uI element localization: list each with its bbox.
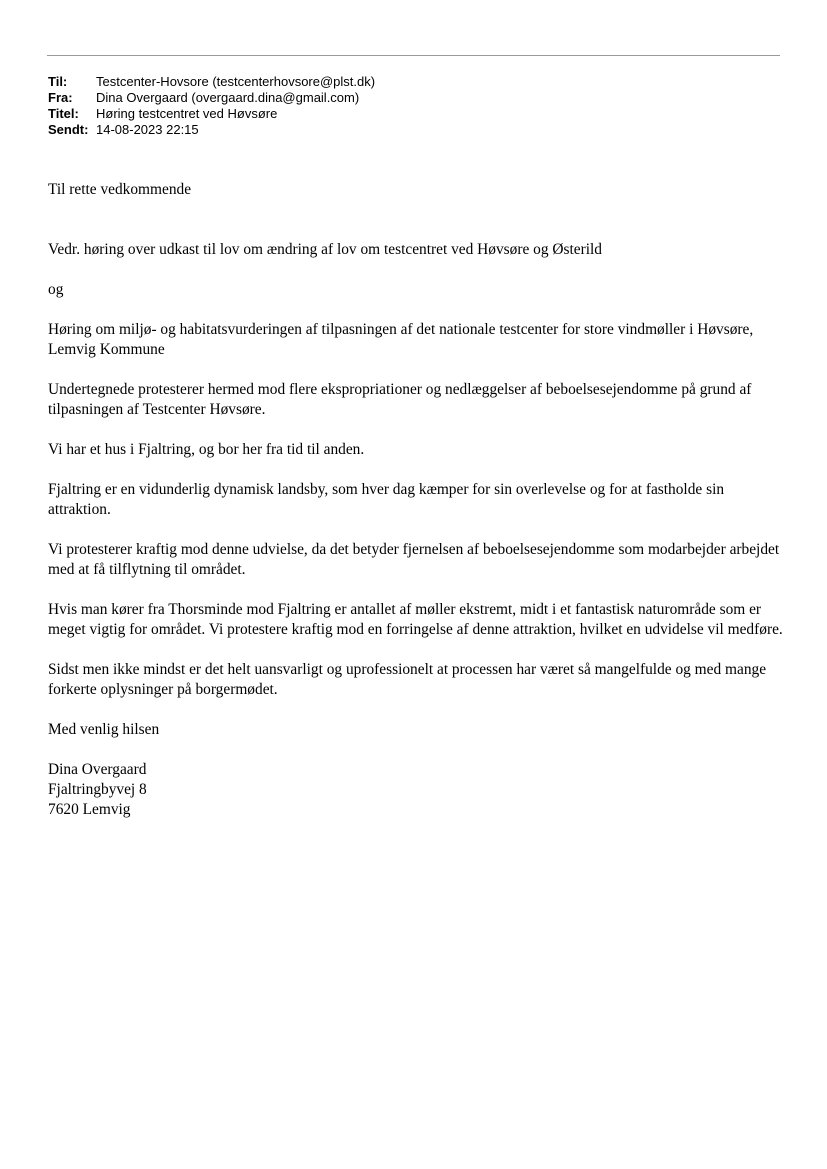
paragraph: Hvis man kører fra Thorsminde mod Fjaltring er antallet af møller ekstremt, midt i et fantastisk naturområde som er meget vigtig for området. Vi protestere kraftig mod en forringelse af denne attraktion, hvilket en udvidelse vil medføre.	[48, 601, 783, 638]
signature-city: 7620 Lemvig	[48, 801, 131, 818]
paragraph: og	[48, 281, 64, 298]
subject-label: Titel:	[48, 106, 79, 121]
to-value: Testcenter-Hovsore (testcenterhovsore@plst.dk)	[96, 74, 376, 89]
from-label: Fra:	[48, 90, 73, 105]
paragraph: Vi protesterer kraftig mod denne udvielse, da det betyder fjernelsen af beboelsesejendomme som modarbejder arbejdet med at få tilflytning til området.	[48, 541, 780, 578]
subject-value: Høring testcentret ved Høvsøre	[96, 106, 278, 121]
signature-name: Dina Overgaard	[48, 761, 147, 778]
signature-street: Fjaltringbyvej 8	[48, 781, 147, 798]
paragraph: Undertegnede protesterer hermed mod flere ekspropriationer og nedlæggelser af beboelsesejendomme på grund af tilpasningen af Testcenter Høvsøre.	[48, 381, 752, 418]
email-header	[48, 74, 375, 138]
signature-block	[48, 760, 783, 820]
paragraph: Vedr. høring over udkast til lov om ændring af lov om testcentret ved Høvsøre og Østerild	[48, 241, 602, 258]
paragraph: Høring om miljø- og habitatsvurderingen af tilpasningen af det nationale testcenter for store vindmøller i Høvsøre, Lemvig Kommune	[48, 321, 754, 358]
to-label: Til:	[48, 74, 68, 89]
paragraph: Fjaltring er en vidunderlig dynamisk landsby, som hver dag kæmper for sin overlevelse og for at fastholde sin attraktion.	[48, 481, 725, 518]
paragraph: Vi har et hus i Fjaltring, og bor her fra tid til anden.	[48, 441, 365, 458]
closing: Med venlig hilsen	[48, 721, 160, 738]
email-body	[48, 180, 783, 820]
greeting: Til rette vedkommende	[48, 181, 192, 198]
to-row	[48, 74, 375, 90]
sent-label: Sendt:	[48, 122, 89, 137]
header-divider	[47, 55, 780, 56]
from-value: Dina Overgaard (overgaard.dina@gmail.com)	[96, 90, 360, 105]
sent-row	[48, 122, 375, 138]
paragraph: Sidst men ikke mindst er det helt uansvarligt og uprofessionelt at processen har været så mangelfulde og med mange forkerte oplysninger på borgermødet.	[48, 661, 767, 698]
subject-row	[48, 106, 375, 122]
sent-value: 14-08-2023 22:15	[96, 122, 199, 137]
from-row	[48, 90, 375, 106]
